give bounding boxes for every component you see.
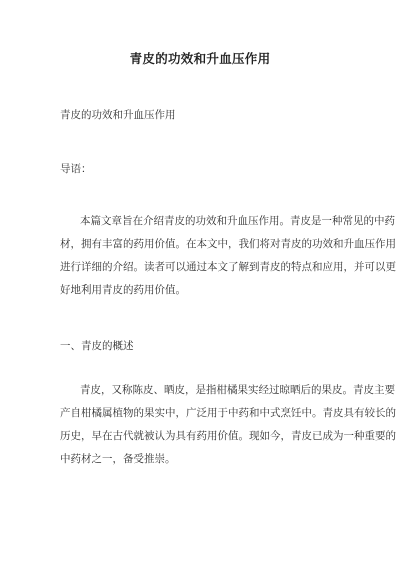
section-heading: 一、青皮的概述: [60, 340, 134, 352]
intro-line: 进行详细的介绍。读者可以通过本文了解到青皮的特点和应用，并可以更: [60, 261, 396, 273]
document-title: 青皮的功效和升血压作用: [129, 51, 271, 66]
document-subtitle: 青皮的功效和升血压作用: [60, 109, 176, 121]
intro-label: 导语：: [60, 163, 92, 175]
section1-paragraph: [60, 379, 396, 471]
intro-line: 本篇文章旨在介绍青皮的功效和升血压作用。青皮是一种常见的中药: [80, 215, 395, 227]
section1-line: 产自柑橘属植物的果实中，广泛用于中药和中式烹饪中。青皮具有较长的: [60, 407, 396, 419]
intro-paragraph: [60, 210, 396, 302]
section1-line: 青皮，又称陈皮、晒皮，是指柑橘果实经过晾晒后的果皮。青皮主要: [80, 384, 395, 396]
intro-line: 材，拥有丰富的药用价值。在本文中，我们将对青皮的功效和升血压作用: [60, 238, 396, 250]
section1-line: 历史，早在古代就被认为具有药用价值。现如今，青皮已成为一种重要的: [60, 430, 396, 442]
section1-line: 中药材之一，备受推崇。: [60, 453, 176, 465]
intro-line: 好地利用青皮的药用价值。: [60, 284, 186, 296]
